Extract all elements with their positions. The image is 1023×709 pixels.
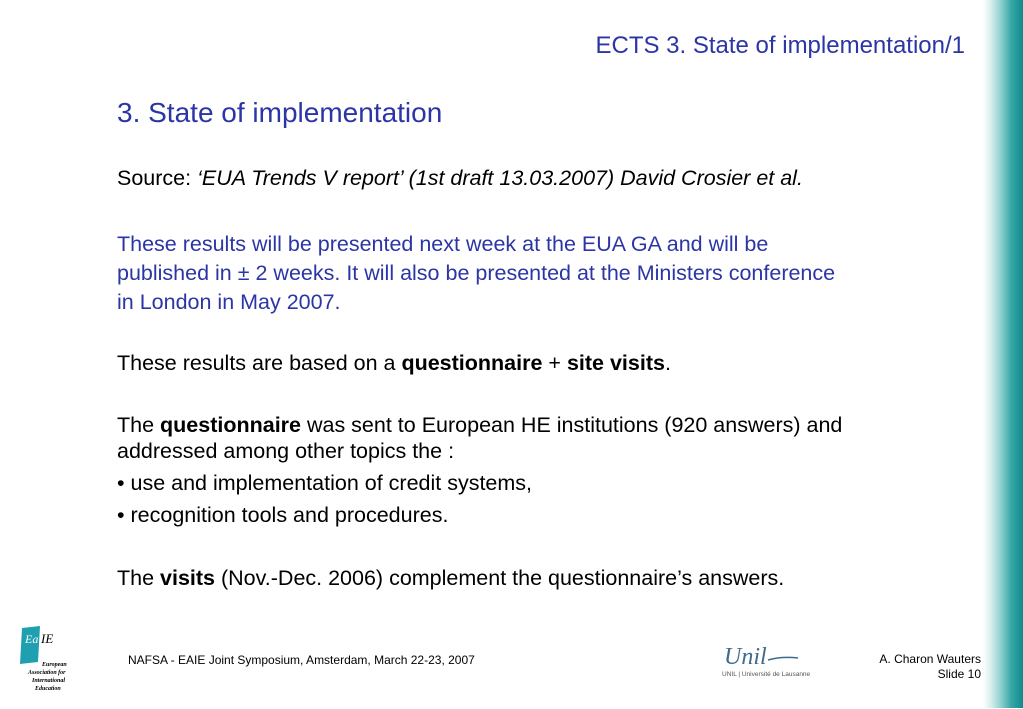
note-line: These results will be presented next week at the EUA GA and will be (117, 232, 769, 256)
bullet-item: • recognition tools and procedures. (117, 503, 449, 527)
eaie-line: International (32, 678, 66, 684)
visits-bold: visits (160, 566, 216, 590)
eaie-mark: Ea (25, 632, 39, 646)
source-line (117, 164, 1007, 193)
bullet-item: • use and implementation of credit systems, (117, 471, 533, 495)
eaie-logo-icon (18, 626, 80, 704)
visits-paragraph (117, 564, 1007, 593)
eaie-line: Education (35, 686, 61, 692)
footer-slide-number: Slide 10 (937, 667, 981, 681)
basis-period: . (664, 351, 671, 375)
basis-text: These results are based on a (117, 351, 402, 375)
unil-logo-icon (720, 638, 820, 683)
visits-prefix: The (117, 566, 161, 590)
source-prefix: Source: (117, 166, 198, 190)
unil-caption: UNIL | Université de Lausanne (722, 671, 811, 678)
questionnaire-bold: questionnaire (160, 413, 301, 437)
footer-author: A. Charon Wauters (879, 652, 981, 666)
questionnaire-paragraph (117, 412, 1007, 464)
slide-header-title: ECTS 3. State of implementation/1 (595, 32, 965, 59)
unil-mark: Unil (724, 644, 767, 670)
basis-bold-site-visits: site visits (566, 351, 665, 375)
note-line: in London in May 2007. (117, 290, 341, 314)
eaie-mark-ie: IE (41, 631, 54, 646)
footer-event: NAFSA - EAIE Joint Symposium, Amsterdam, March 22-23, 2007 (128, 653, 475, 667)
basis-bold-questionnaire: questionnaire (401, 351, 543, 375)
eaie-line: Association for (28, 670, 66, 676)
section-title: 3. State of implementation (117, 97, 443, 128)
questionnaire-line (117, 412, 1007, 438)
visits-text: (Nov.-Dec. 2006) complement the questionnaire’s answers. (215, 566, 785, 590)
questionnaire-line: addressed among other topics the : (117, 439, 455, 463)
presentation-note (117, 230, 1007, 317)
note-line: published in ± 2 weeks. It will also be presented at the Ministers conference (117, 261, 836, 285)
unil-logo (720, 638, 820, 683)
questionnaire-prefix: The (117, 413, 161, 437)
basis-paragraph (117, 349, 1007, 378)
footer-credits (879, 652, 981, 682)
eaie-line: European (42, 662, 67, 668)
questionnaire-text: was sent to European HE institutions (920 answers) and (301, 413, 843, 437)
eaie-logo (18, 626, 80, 704)
basis-plus: + (542, 351, 567, 375)
source-citation: ‘EUA Trends V report’ (1st draft 13.03.2007) David Crosier et al. (197, 166, 803, 190)
